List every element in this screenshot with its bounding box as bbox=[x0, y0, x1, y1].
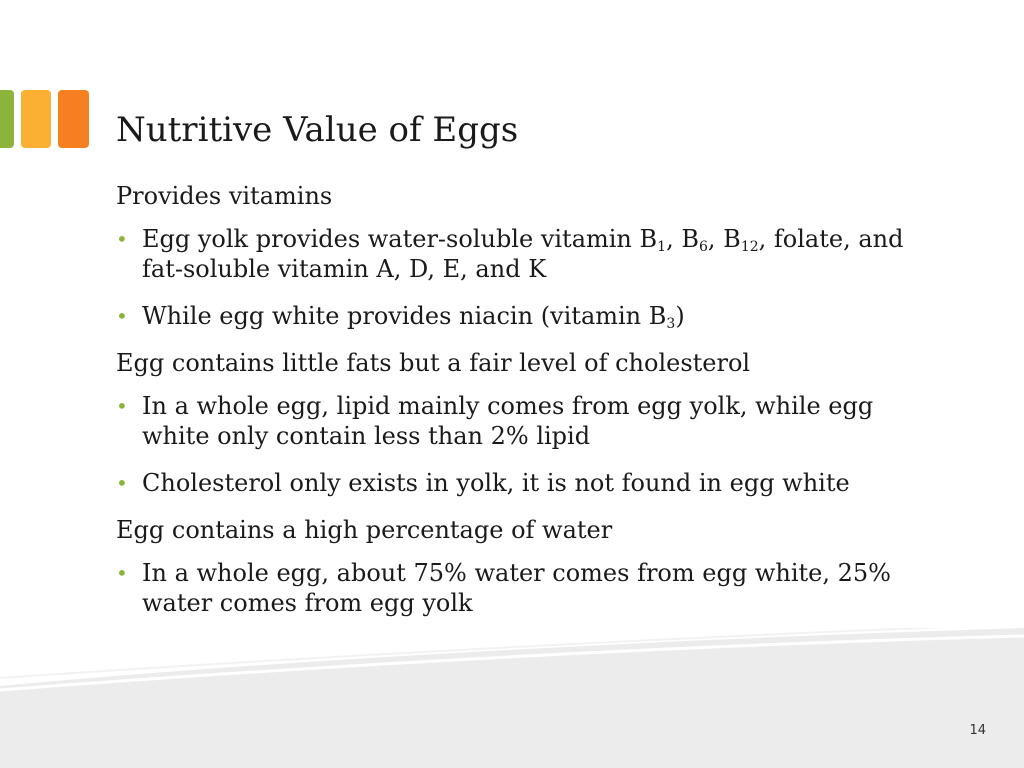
bullet-text: ) bbox=[675, 302, 685, 330]
bullet-item bbox=[116, 301, 916, 331]
bullet-dot-icon: • bbox=[116, 561, 128, 585]
yellow-bar bbox=[21, 90, 51, 148]
orange-bar bbox=[58, 90, 89, 148]
bullet-text: Cholesterol only exists in yolk, it is not found in egg white bbox=[142, 469, 850, 497]
subscript: 6 bbox=[698, 239, 708, 255]
slide-title: Nutritive Value of Eggs bbox=[116, 110, 519, 150]
bullet-item bbox=[116, 224, 916, 284]
bullet-dot-icon: • bbox=[116, 471, 128, 495]
subscript: 3 bbox=[666, 316, 676, 332]
background-swoosh bbox=[0, 628, 1024, 768]
bullet-text: In a whole egg, lipid mainly comes from egg yolk, while egg white only contain less than 2% lipid bbox=[142, 392, 874, 450]
green-bar bbox=[0, 90, 14, 148]
subscript: 1 bbox=[657, 239, 667, 255]
bullet-dot-icon: • bbox=[116, 227, 128, 251]
subscript: 12 bbox=[740, 239, 759, 255]
bullet-text: In a whole egg, about 75% water comes from egg white, 25% water comes from egg yolk bbox=[142, 559, 891, 617]
bullet-text: Egg yolk provides water-soluble vitamin B bbox=[142, 225, 658, 253]
bullet-text: , B bbox=[666, 225, 699, 253]
bullet-text: While egg white provides niacin (vitamin B bbox=[142, 302, 667, 330]
bullet-text: , folate, and fat-soluble vitamin A, D, E, and K bbox=[142, 225, 904, 283]
section-heading: Provides vitamins bbox=[116, 182, 333, 210]
section-heading: Egg contains little fats but a fair level of cholesterol bbox=[116, 349, 751, 377]
bullet-dot-icon: • bbox=[116, 304, 128, 328]
bullet-text: , B bbox=[707, 225, 741, 253]
bullet-dot-icon: • bbox=[116, 394, 128, 418]
bullet-item bbox=[116, 391, 916, 451]
section-heading: Egg contains a high percentage of water bbox=[116, 516, 613, 544]
bullet-item bbox=[116, 558, 916, 618]
bullet-item bbox=[116, 468, 916, 498]
page-number: 14 bbox=[969, 723, 986, 738]
slide-content bbox=[116, 181, 916, 635]
decorative-bars bbox=[0, 90, 100, 150]
